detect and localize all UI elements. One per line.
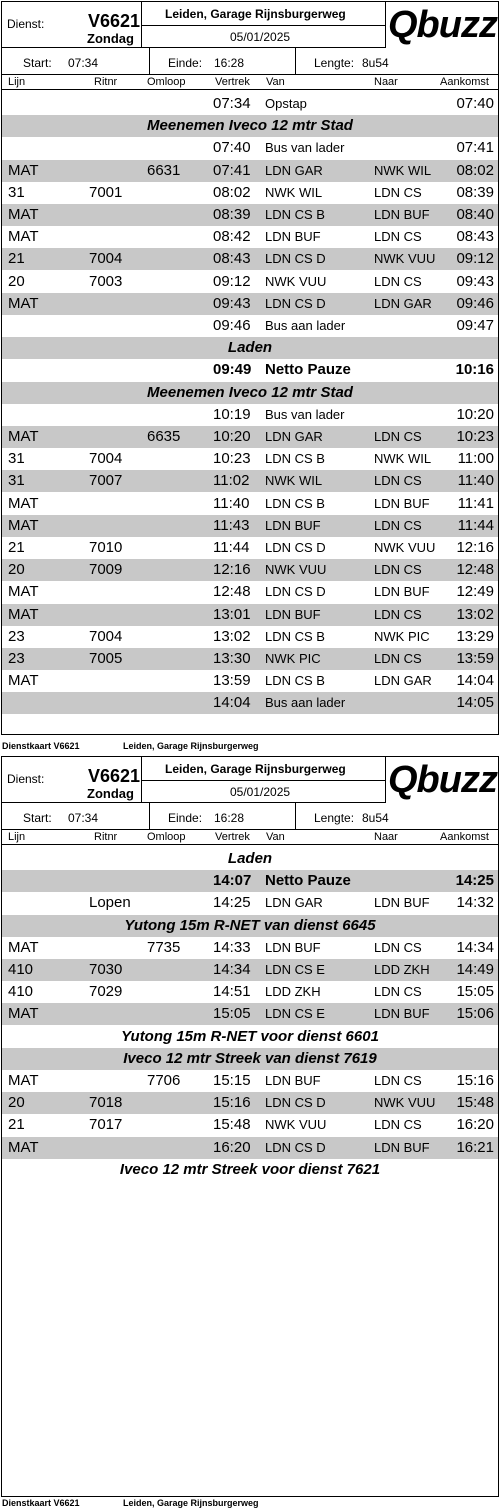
cell-lijn: 410	[8, 961, 34, 978]
cell-aankomst: 13:29	[456, 627, 494, 645]
trip-row	[2, 581, 498, 603]
trip-row	[2, 470, 498, 492]
footer-left: Dienstkaart V6621	[2, 1498, 80, 1508]
cell-naar: LDN CS	[374, 273, 422, 289]
cell-aankomst: 10:20	[456, 405, 494, 423]
cell-aankomst: 09:43	[456, 272, 494, 290]
cell-naar: LDN CS	[374, 1117, 422, 1133]
cell-naar: LDN BUF	[374, 895, 430, 911]
day-label: Zondag	[87, 31, 134, 46]
cell-vertrek: 08:02	[213, 183, 251, 201]
einde-label: Einde:	[168, 811, 203, 825]
cell-naar: LDN CS	[374, 184, 422, 200]
cell-aankomst: 15:16	[456, 1072, 494, 1089]
einde-label: Einde:	[168, 56, 203, 70]
cell-lijn: MAT	[8, 605, 39, 623]
cell-ritnr: 7007	[89, 472, 123, 490]
trip-row	[2, 137, 498, 159]
cell-aankomst: 14:34	[456, 938, 494, 956]
cell-aankomst: 07:40	[456, 95, 494, 112]
cell-aankomst: 14:32	[456, 894, 494, 912]
cell-lijn: 20	[8, 272, 25, 290]
col-ritnr: Ritnr	[94, 76, 118, 88]
cell-van: LDN CS B	[265, 495, 325, 511]
cell-naar: LDD ZKH	[374, 962, 430, 977]
cell-lijn: 31	[8, 472, 25, 490]
cell-lijn: MAT	[8, 428, 39, 445]
cell-naar: LDN CS	[374, 984, 422, 1000]
cell-van: LDN GAR	[265, 895, 323, 911]
cell-vertrek: 08:42	[213, 228, 251, 246]
cell-lijn: MAT	[8, 516, 39, 534]
cell-aankomst: 16:21	[456, 1138, 494, 1156]
cell-lijn: MAT	[8, 1005, 39, 1023]
trip-row	[2, 204, 498, 226]
cell-vertrek: 07:41	[213, 161, 251, 179]
cell-aankomst: 14:05	[456, 694, 494, 712]
section-band	[2, 848, 498, 870]
cell-ritnr: 7003	[89, 272, 123, 290]
cell-van: LDN CS D	[265, 251, 326, 267]
trip-row	[2, 226, 498, 248]
cell-van: NWK WIL	[265, 473, 323, 489]
cell-vertrek: 15:48	[213, 1116, 251, 1134]
trip-row	[2, 559, 498, 581]
cell-omloop: 7706	[147, 1072, 181, 1089]
trip-row	[2, 981, 498, 1003]
cell-naar: LDN CS	[374, 473, 422, 489]
cell-vertrek: 08:43	[213, 250, 251, 268]
cell-vertrek: 08:39	[213, 206, 251, 223]
cell-vertrek: 10:19	[213, 405, 251, 423]
trip-row	[2, 515, 498, 537]
cell-naar: LDN BUF	[374, 1006, 430, 1022]
cell-van: LDN CS D	[265, 584, 326, 600]
column-header	[2, 829, 498, 845]
cell-lijn: MAT	[8, 938, 39, 956]
cell-vertrek: 11:40	[213, 494, 250, 512]
dienst-label: Dienst:	[7, 17, 45, 31]
cell-vertrek: 13:02	[213, 627, 251, 645]
cell-vertrek: 09:46	[213, 317, 251, 334]
trip-row	[2, 248, 498, 270]
cell-vertrek: 12:48	[213, 583, 251, 601]
start-time: 07:34	[68, 811, 99, 825]
cell-naar: LDN CS	[374, 429, 422, 444]
section-band	[2, 115, 498, 137]
section-title: Laden	[227, 850, 273, 867]
cell-van: NWK PIC	[265, 651, 321, 666]
cell-lijn: 21	[8, 1116, 25, 1134]
cell-naar: LDN BUF	[374, 584, 430, 600]
cell-van: LDN CS D	[265, 295, 326, 311]
cell-lijn: 31	[8, 183, 25, 201]
trip-row	[2, 692, 498, 714]
trip-row	[2, 271, 498, 293]
cell-vertrek: 14:07	[213, 872, 252, 890]
trip-row	[2, 404, 498, 426]
pause-row	[2, 359, 498, 381]
cell-ritnr: 7010	[89, 539, 123, 556]
cell-van: LDN GAR	[265, 429, 323, 444]
trip-row	[2, 426, 498, 448]
col-van: Van	[266, 831, 285, 843]
cell-naar: LDN CS	[374, 229, 422, 245]
cell-aankomst: 13:02	[456, 605, 494, 623]
cell-omloop: 7735	[147, 938, 181, 956]
section-title: Yutong 15m R-NET van dienst 6645	[124, 916, 376, 934]
cell-van: LDN CS D	[265, 1095, 326, 1111]
trip-row	[2, 648, 498, 670]
qbuzz-logo: Qbuzz	[388, 4, 497, 46]
section-band	[2, 1048, 498, 1070]
section-title: Yutong 15m R-NET voor dienst 6601	[121, 1027, 379, 1045]
location: Leiden, Garage Rijnsburgerweg	[165, 762, 346, 776]
cell-aankomst: 09:12	[456, 250, 494, 268]
cell-van: NWK WIL	[265, 184, 323, 200]
cell-ritnr: Lopen	[89, 894, 131, 912]
cell-van: Opstap	[265, 96, 307, 111]
cell-vertrek: 07:34	[213, 95, 251, 112]
cell-lijn: 21	[8, 539, 25, 556]
cell-aankomst: 12:16	[456, 539, 494, 556]
cell-van: LDN BUF	[265, 606, 321, 622]
cell-vertrek: 14:33	[213, 938, 251, 956]
cell-van: LDD ZKH	[265, 984, 321, 1000]
cell-naar: LDN CS	[374, 1073, 422, 1088]
cell-van: LDN CS D	[265, 1139, 326, 1155]
cell-van: Netto Pauze	[265, 361, 351, 379]
cell-aankomst: 14:49	[456, 961, 494, 978]
section-band	[2, 337, 498, 359]
cell-ritnr: 7009	[89, 561, 123, 579]
col-van: Van	[266, 76, 285, 88]
cell-lijn: 20	[8, 1094, 25, 1112]
trip-row	[2, 1092, 498, 1114]
cell-aankomst: 15:06	[456, 1005, 494, 1023]
footer-left: Dienstkaart V6621	[2, 741, 80, 751]
cell-naar: NWK VUU	[374, 251, 436, 267]
cell-aankomst: 08:40	[456, 206, 494, 223]
cell-van: LDN CS B	[265, 451, 325, 467]
col-vertrek: Vertrek	[215, 831, 250, 843]
column-header	[2, 74, 498, 90]
cell-aankomst: 11:00	[457, 450, 494, 468]
col-lijn: Lijn	[8, 76, 26, 88]
dienst-label: Dienst:	[7, 772, 45, 786]
cell-aankomst: 11:44	[457, 516, 494, 534]
col-lijn: Lijn	[8, 831, 26, 843]
cell-van: Netto Pauze	[265, 872, 351, 890]
cell-aankomst: 15:48	[456, 1094, 494, 1112]
cell-lijn: MAT	[8, 228, 39, 246]
cell-aankomst: 07:41	[456, 139, 494, 157]
cell-van: LDN CS E	[265, 962, 325, 977]
cell-naar: LDN CS	[374, 517, 422, 533]
trip-row	[2, 537, 498, 559]
cell-van: Bus van lader	[265, 406, 345, 422]
cell-vertrek: 13:01	[213, 605, 251, 623]
cell-aankomst: 14:25	[455, 872, 494, 890]
cell-naar: NWK WIL	[374, 162, 432, 178]
trip-row	[2, 670, 498, 692]
start-time: 07:34	[68, 56, 99, 70]
cell-van: Bus aan lader	[265, 318, 346, 333]
cell-vertrek: 09:43	[213, 294, 251, 312]
cell-van: NWK VUU	[265, 562, 327, 578]
qbuzz-logo: Qbuzz	[388, 759, 497, 801]
cell-vertrek: 12:16	[213, 561, 251, 579]
start-label: Start:	[23, 56, 52, 70]
cell-naar: LDN BUF	[374, 207, 430, 222]
cell-van: LDN BUF	[265, 1073, 321, 1088]
cell-vertrek: 09:49	[213, 361, 252, 379]
section-band	[2, 382, 498, 404]
cell-aankomst: 08:43	[456, 228, 494, 246]
cell-aankomst: 15:05	[456, 983, 494, 1001]
lengte-value: 8u54	[362, 811, 389, 825]
col-aankomst: Aankomst	[440, 76, 489, 88]
section-title: Meenemen Iveco 12 mtr Stad	[147, 383, 353, 401]
start-label: Start:	[23, 811, 52, 825]
cell-aankomst: 09:46	[456, 294, 494, 312]
cell-naar: LDN CS	[374, 651, 422, 666]
cell-ritnr: 7004	[89, 250, 123, 268]
cell-van: LDN BUF	[265, 939, 321, 955]
cell-omloop: 6631	[147, 161, 181, 179]
cell-vertrek: 15:15	[213, 1072, 251, 1089]
einde-time: 16:28	[214, 811, 245, 825]
footer-right: Leiden, Garage Rijnsburgerweg	[123, 741, 259, 751]
trip-row	[2, 959, 498, 981]
col-naar: Naar	[374, 831, 398, 843]
cell-vertrek: 11:44	[213, 539, 250, 556]
cell-aankomst: 13:59	[456, 650, 494, 667]
cell-vertrek: 15:16	[213, 1094, 251, 1112]
trip-row	[2, 937, 498, 959]
trip-row	[2, 892, 498, 914]
dienst-code: V6621	[88, 766, 141, 786]
pause-row	[2, 870, 498, 892]
cell-aankomst: 12:48	[456, 561, 494, 579]
cell-aankomst: 10:23	[456, 428, 494, 445]
trip-row	[2, 293, 498, 315]
cell-lijn: MAT	[8, 583, 39, 601]
section-title: Meenemen Iveco 12 mtr Stad	[147, 117, 353, 135]
cell-lijn: 21	[8, 250, 25, 268]
trip-row	[2, 160, 498, 182]
cell-vertrek: 09:12	[213, 272, 251, 290]
cell-vertrek: 14:25	[213, 894, 251, 912]
cell-ritnr: 7018	[89, 1094, 123, 1112]
trip-row	[2, 626, 498, 648]
cell-vertrek: 10:23	[213, 450, 251, 468]
cell-van: LDN BUF	[265, 229, 321, 245]
cell-lijn: MAT	[8, 1138, 39, 1156]
cell-van: Bus van lader	[265, 140, 345, 156]
cell-naar: LDN CS	[374, 562, 422, 578]
cell-aankomst: 09:47	[456, 317, 494, 334]
cell-naar: LDN CS	[374, 606, 422, 622]
cell-ritnr: 7005	[89, 650, 123, 667]
trip-row	[2, 448, 498, 470]
trip-row	[2, 1114, 498, 1136]
dienstkaart-page-2	[1, 756, 499, 1497]
cell-aankomst: 08:02	[456, 161, 494, 179]
col-naar: Naar	[374, 76, 398, 88]
cell-omloop: 6635	[147, 428, 181, 445]
trip-row	[2, 604, 498, 626]
cell-naar: NWK VUU	[374, 1095, 436, 1111]
lengte-label: Lengte:	[314, 56, 355, 70]
cell-aankomst: 10:16	[455, 361, 494, 379]
location: Leiden, Garage Rijnsburgerweg	[165, 7, 346, 21]
trip-row	[2, 1070, 498, 1092]
cell-lijn: 20	[8, 561, 25, 579]
cell-naar: NWK WIL	[374, 451, 432, 467]
cell-aankomst: 12:49	[456, 583, 494, 601]
date: 05/01/2025	[230, 785, 291, 799]
cell-naar: LDN CS	[374, 939, 422, 955]
cell-van: LDN GAR	[265, 162, 323, 178]
cell-van: NWK VUU	[265, 1117, 327, 1133]
cell-van: LDN CS B	[265, 673, 325, 689]
cell-naar: NWK PIC	[374, 628, 430, 644]
cell-ritnr: 7030	[89, 961, 123, 978]
cell-ritnr: 7004	[89, 627, 123, 645]
cell-vertrek: 10:20	[213, 428, 251, 445]
cell-vertrek: 15:05	[213, 1005, 251, 1023]
trip-row	[2, 182, 498, 204]
cell-vertrek: 16:20	[213, 1138, 251, 1156]
cell-ritnr: 7001	[89, 183, 123, 201]
cell-naar: LDN GAR	[374, 673, 432, 689]
cell-vertrek: 11:02	[213, 472, 250, 490]
dienstkaart-page-1	[1, 1, 499, 735]
cell-lijn: MAT	[8, 294, 39, 312]
trip-row	[2, 493, 498, 515]
card-header	[2, 2, 498, 74]
cell-vertrek: 13:30	[213, 650, 251, 667]
col-vertrek: Vertrek	[215, 76, 250, 88]
cell-ritnr: 7004	[89, 450, 123, 468]
lengte-value: 8u54	[362, 56, 389, 70]
section-band	[2, 915, 498, 937]
col-ritnr: Ritnr	[94, 831, 118, 843]
section-title: Iveco 12 mtr Streek van dienst 7619	[123, 1049, 377, 1067]
footer-right: Leiden, Garage Rijnsburgerweg	[123, 1498, 259, 1508]
day-label: Zondag	[87, 786, 134, 801]
cell-lijn: MAT	[8, 1072, 39, 1089]
section-band	[2, 1026, 498, 1048]
cell-vertrek: 14:04	[213, 694, 251, 712]
cell-van: LDN CS D	[265, 540, 326, 555]
dienst-code: V6621	[88, 11, 141, 31]
cell-lijn: 23	[8, 650, 25, 667]
section-title: Laden	[227, 339, 273, 357]
cell-naar: NWK VUU	[374, 540, 436, 555]
trip-row	[2, 1003, 498, 1025]
cell-naar: LDN BUF	[374, 1139, 430, 1155]
cell-van: LDN BUF	[265, 517, 321, 533]
einde-time: 16:28	[214, 56, 245, 70]
cell-lijn: MAT	[8, 206, 39, 223]
trip-row	[2, 1137, 498, 1159]
cell-aankomst: 11:41	[457, 494, 494, 512]
cell-vertrek: 07:40	[213, 139, 251, 157]
col-omloop: Omloop	[147, 76, 186, 88]
cell-van: LDN CS B	[265, 628, 325, 644]
col-omloop: Omloop	[147, 831, 186, 843]
cell-naar: LDN BUF	[374, 495, 430, 511]
cell-lijn: 31	[8, 450, 25, 468]
col-aankomst: Aankomst	[440, 831, 489, 843]
cell-vertrek: 11:43	[213, 516, 250, 534]
cell-vertrek: 14:51	[213, 983, 251, 1001]
cell-vertrek: 13:59	[213, 672, 251, 690]
cell-ritnr: 7017	[89, 1116, 123, 1134]
trip-row	[2, 93, 498, 115]
cell-naar: LDN GAR	[374, 295, 432, 311]
cell-ritnr: 7029	[89, 983, 123, 1001]
date: 05/01/2025	[230, 30, 291, 44]
cell-lijn: MAT	[8, 161, 39, 179]
cell-lijn: 23	[8, 627, 25, 645]
cell-lijn: MAT	[8, 494, 39, 512]
cell-aankomst: 11:40	[457, 472, 494, 490]
section-title: Iveco 12 mtr Streek voor dienst 7621	[119, 1160, 381, 1178]
cell-aankomst: 14:04	[456, 672, 494, 690]
section-band	[2, 1159, 498, 1181]
cell-lijn: MAT	[8, 672, 39, 690]
cell-van: Bus aan lader	[265, 695, 346, 711]
lengte-label: Lengte:	[314, 811, 355, 825]
cell-aankomst: 16:20	[456, 1116, 494, 1134]
cell-van: NWK VUU	[265, 273, 327, 289]
cell-lijn: 410	[8, 983, 34, 1001]
trip-row	[2, 315, 498, 337]
card-header	[2, 757, 498, 829]
cell-aankomst: 08:39	[456, 183, 494, 201]
cell-van: LDN CS E	[265, 1006, 325, 1022]
cell-vertrek: 14:34	[213, 961, 251, 978]
cell-van: LDN CS B	[265, 207, 325, 222]
